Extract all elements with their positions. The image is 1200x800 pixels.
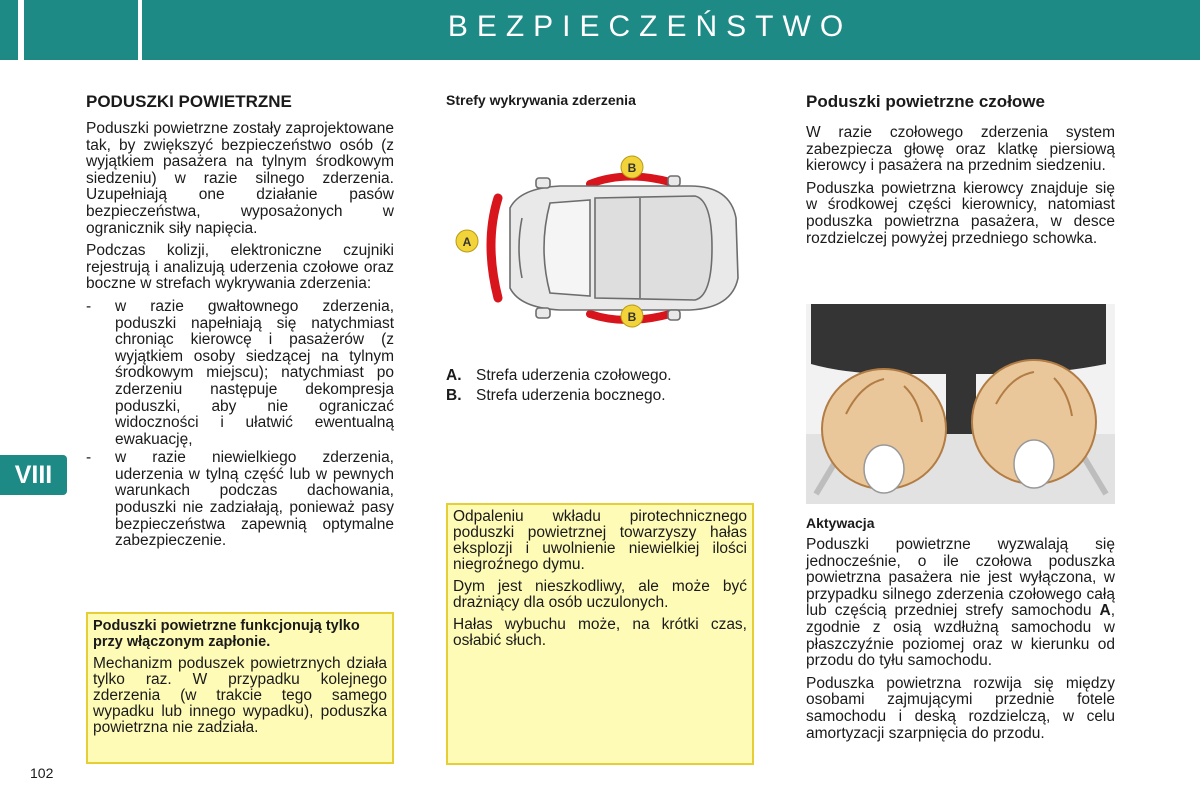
legend-key: A.	[446, 367, 462, 384]
zone-legend	[446, 366, 672, 406]
front-zone-marker	[491, 198, 498, 298]
header-accent-thin	[142, 0, 150, 60]
note-paragraph: Hałas wybuchu może, na krótki czas, osłabić słuch.	[453, 616, 747, 649]
section-title-airbags: PODUSZKI POWIETRZNE	[86, 92, 292, 111]
bullet-item	[86, 299, 394, 448]
bullet-text: w razie gwałtownego zderzenia, poduszki napełniają się natychmiast chroniąc kierowcę i pasażerów (z wyjątkiem osoby siedzącej na tylnym środkowym miejscu); natychmiast po zderzeniu następuje dekompresja poduszki, aby nie ograniczać widoczności i ułatwić ewentualną ewakuację,	[115, 297, 394, 448]
bullet-item	[86, 450, 394, 550]
note-text: Mechanizm poduszek powietrznych działa tylko raz. W przypadku kolejnego zderzenia (w trakcie tego samego wypadku lub innego wypadku), poduszka powietrzna nie zadziała.	[93, 655, 387, 736]
header-accent-left	[0, 0, 18, 60]
zone-label-a	[456, 230, 478, 252]
activation-text-bold: A	[1099, 602, 1111, 620]
bullet-marker: -	[86, 297, 92, 315]
activation-title: Aktywacja	[806, 515, 875, 531]
note-paragraph: Dym jest nieszkodliwy, ale może być drażniący dla osób uczulonych.	[453, 578, 747, 611]
bullet-text: w razie niewielkiego zderzenia, uderzenia w tylną część lub w pewnych warunkach podczas dachowania, poduszki nie zadziałają, ponieważ pasy bezpieczeństwa zapewnią optymalne zabezpieczenie.	[115, 449, 394, 550]
zone-label-b-top-text: B	[627, 161, 637, 175]
note-paragraph: Odpaleniu wkładu pirotechnicznego poduszki powietrznej towarzyszy hałas eksplozji i uwolnienie niewielkiej ilości niegroźnego dymu.	[453, 508, 747, 573]
front-airbags-illustration	[806, 304, 1115, 504]
activation-paragraph-1	[806, 537, 1115, 670]
right-paragraph-2: Poduszka powietrzna kierowcy znajduje się w środkowej części kierownicy, natomiast poduszka powietrzna pasażera, w desce rozdzielczej powyżej przedniego schowka.	[806, 179, 1115, 247]
left-paragraph-1: Poduszki powietrzne zostały zaprojektowane tak, by zwiększyć bezpieczeństwo osób (z wyjątkiem pasażera na tylnym środkowym siedzeniu) w razie silnego zderzenia. Uzupełniają one działanie pasów bezpieczeństwa, wyposażonych w ogranicznik siły napięcia.	[86, 120, 394, 237]
bullet-marker: -	[86, 449, 92, 467]
left-body	[86, 121, 394, 552]
legend-text: Strefa uderzenia czołowego.	[476, 367, 672, 384]
right-body-top	[806, 125, 1115, 247]
ignition-note-box	[86, 612, 394, 764]
legend-item-a	[446, 366, 672, 386]
chapter-tab: VIII	[0, 455, 67, 495]
legend-key: B.	[446, 387, 462, 404]
left-paragraph-2: Podczas kolizji, elektroniczne czujniki rejestrują i analizują uderzenia czołowe oraz boczne w strefach wykrywania zderzenia:	[86, 242, 394, 293]
legend-text: Strefa uderzenia bocznego.	[476, 387, 666, 404]
zone-label-b-bottom-text: B	[627, 310, 637, 324]
activation-paragraph-2: Poduszka powietrzna rozwija się między osobami zajmującymi przednie fotele samochodu i deską rozdzielczą, w celu amortyzacji szarpnięcia do przodu.	[806, 674, 1115, 742]
zone-label-a-text: A	[462, 235, 472, 249]
car-top-view	[510, 176, 738, 320]
detection-zones-title: Strefy wykrywania zderzenia	[446, 92, 636, 108]
right-body-activation	[806, 537, 1115, 742]
zone-label-b-top	[621, 156, 643, 178]
header-accent-block	[24, 0, 138, 60]
legend-item-b	[446, 386, 672, 406]
car-detection-diagram	[440, 148, 770, 348]
activation-text-post: , zgodnie z osią wzdłużną samochodu w płaszczyźnie poziomej oraz w kierunku od przodu do tyłu samochodu.	[806, 602, 1115, 670]
section-title-front-airbags: Poduszki powietrzne czołowe	[806, 92, 1045, 111]
right-paragraph-1: W razie czołowego zderzenia system zabezpiecza głowę oraz klatkę piersiową kierowcy i pasażera na przednim siedzeniu.	[806, 124, 1115, 175]
page-number: 102	[30, 765, 54, 781]
activation-text-pre: Poduszki powietrzne wyzwalają się jednocześnie, o ile czołowa poduszka powietrzna pasażera nie jest wyłączona, w przypadku silnego zderzenia czołowego całą lub częścią przedniej strefy samochodu	[806, 536, 1115, 620]
zone-label-b-bottom	[621, 305, 643, 327]
page-title: BEZPIECZEŃSTWO	[447, 10, 853, 43]
note-bold-text: Poduszki powietrzne funkcjonują tylko przy włączonym zapłonie.	[93, 618, 360, 650]
pyrotechnic-note-box	[446, 503, 754, 765]
